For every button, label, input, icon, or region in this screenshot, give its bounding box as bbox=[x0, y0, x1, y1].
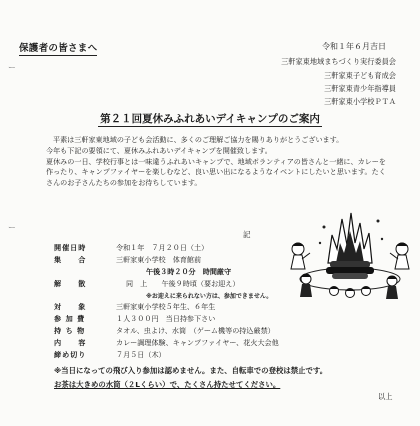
sender-line: 三軒家東青少年指導員 bbox=[324, 84, 396, 93]
detail-label: 集 合 bbox=[54, 255, 87, 264]
detail-row bbox=[54, 279, 304, 291]
details-list bbox=[54, 243, 304, 362]
title-text: 第２１回夏休みふれあいデイキャンプのご案内 bbox=[100, 113, 320, 125]
campfire-illustration bbox=[284, 205, 416, 303]
recipient: 保護者の皆さまへ bbox=[19, 40, 97, 56]
detail-row bbox=[54, 314, 304, 326]
detail-row bbox=[54, 243, 304, 255]
paragraph: 今年も下記の要領にて、夏休みふれあいデイキャンプを開催致します。 bbox=[46, 145, 272, 155]
warning-line: ※当日になっての飛び入り参加は認めません。また、自転車での登校は禁止です。 bbox=[54, 366, 328, 375]
detail-value: １人３００円 当日持参下さい bbox=[116, 313, 216, 323]
detail-label: 内 容 bbox=[54, 337, 87, 347]
date: 令和１年６月吉日 bbox=[322, 42, 386, 51]
detail-value: 午後３時２０分 時間厳守 bbox=[146, 267, 232, 276]
sender-line: 三軒家東地域まちづくり実行委員会 bbox=[281, 57, 396, 66]
sender-line: 三軒家東小学校ＰＴＡ bbox=[324, 97, 396, 106]
campfire-kids-icon bbox=[284, 205, 416, 303]
detail-label: 解 散 bbox=[54, 279, 87, 288]
detail-row bbox=[54, 338, 304, 350]
paragraph: 平素は三軒家東地域の子ども会活動に、多くのご理解ご協力を賜りありがとうございます。 bbox=[53, 135, 344, 144]
detail-value: 三軒家東小学校５年生、６年生 bbox=[116, 301, 216, 311]
detail-value: 同 上 午後９時頃（要お迎え） bbox=[126, 279, 240, 288]
detail-value: 三軒家東小学校 体育館前 bbox=[116, 255, 202, 264]
ki-heading: 記 bbox=[243, 230, 251, 239]
detail-label: 開催日時 bbox=[54, 243, 87, 252]
detail-row bbox=[54, 326, 304, 338]
detail-label: 対 象 bbox=[54, 301, 87, 311]
detail-label: 締め切り bbox=[54, 349, 87, 359]
detail-value: 令和１年 ７月２０日（土） bbox=[116, 243, 209, 252]
detail-row bbox=[54, 350, 304, 362]
detail-row bbox=[54, 302, 304, 314]
pickup-note: ※お迎えに来られない方は、参加できません。 bbox=[146, 293, 273, 300]
sender-line: 三軒家東子ども育成会 bbox=[324, 71, 396, 80]
detail-value: ７月５日（木） bbox=[116, 349, 166, 359]
corner-mark: ー bbox=[8, 63, 16, 72]
detail-value: タオル、虫よけ、水筒 （ゲーム機等の持込厳禁） bbox=[116, 325, 275, 335]
detail-row bbox=[54, 291, 304, 302]
detail-row bbox=[54, 255, 304, 267]
warning-line: お茶は大きめの水筒（２Lくらい）で、たくさん持たせてください。 bbox=[54, 380, 281, 389]
corner-mark: ー bbox=[8, 223, 16, 232]
closing: 以上 bbox=[378, 392, 393, 401]
body-text bbox=[46, 135, 391, 189]
document-title bbox=[0, 111, 420, 126]
detail-row bbox=[54, 267, 304, 279]
paragraph: 夏休みの一日、学校行事とは一味違うふれあいキャンプで、地域ボランティアの皆さんと一緒に、カレーを作ったり、キャンプファイヤーを楽しむなど、良い思い出になるようなイベントにしたいと思います。たくさんのお子さんたちの参加をお待ちしています。 bbox=[46, 156, 386, 188]
detail-label: 持 ち 物 bbox=[54, 325, 86, 335]
detail-label: 参 加 費 bbox=[54, 313, 86, 323]
detail-value: カレー調理体験、キャンプファイヤー、花火大会他 bbox=[116, 337, 279, 347]
